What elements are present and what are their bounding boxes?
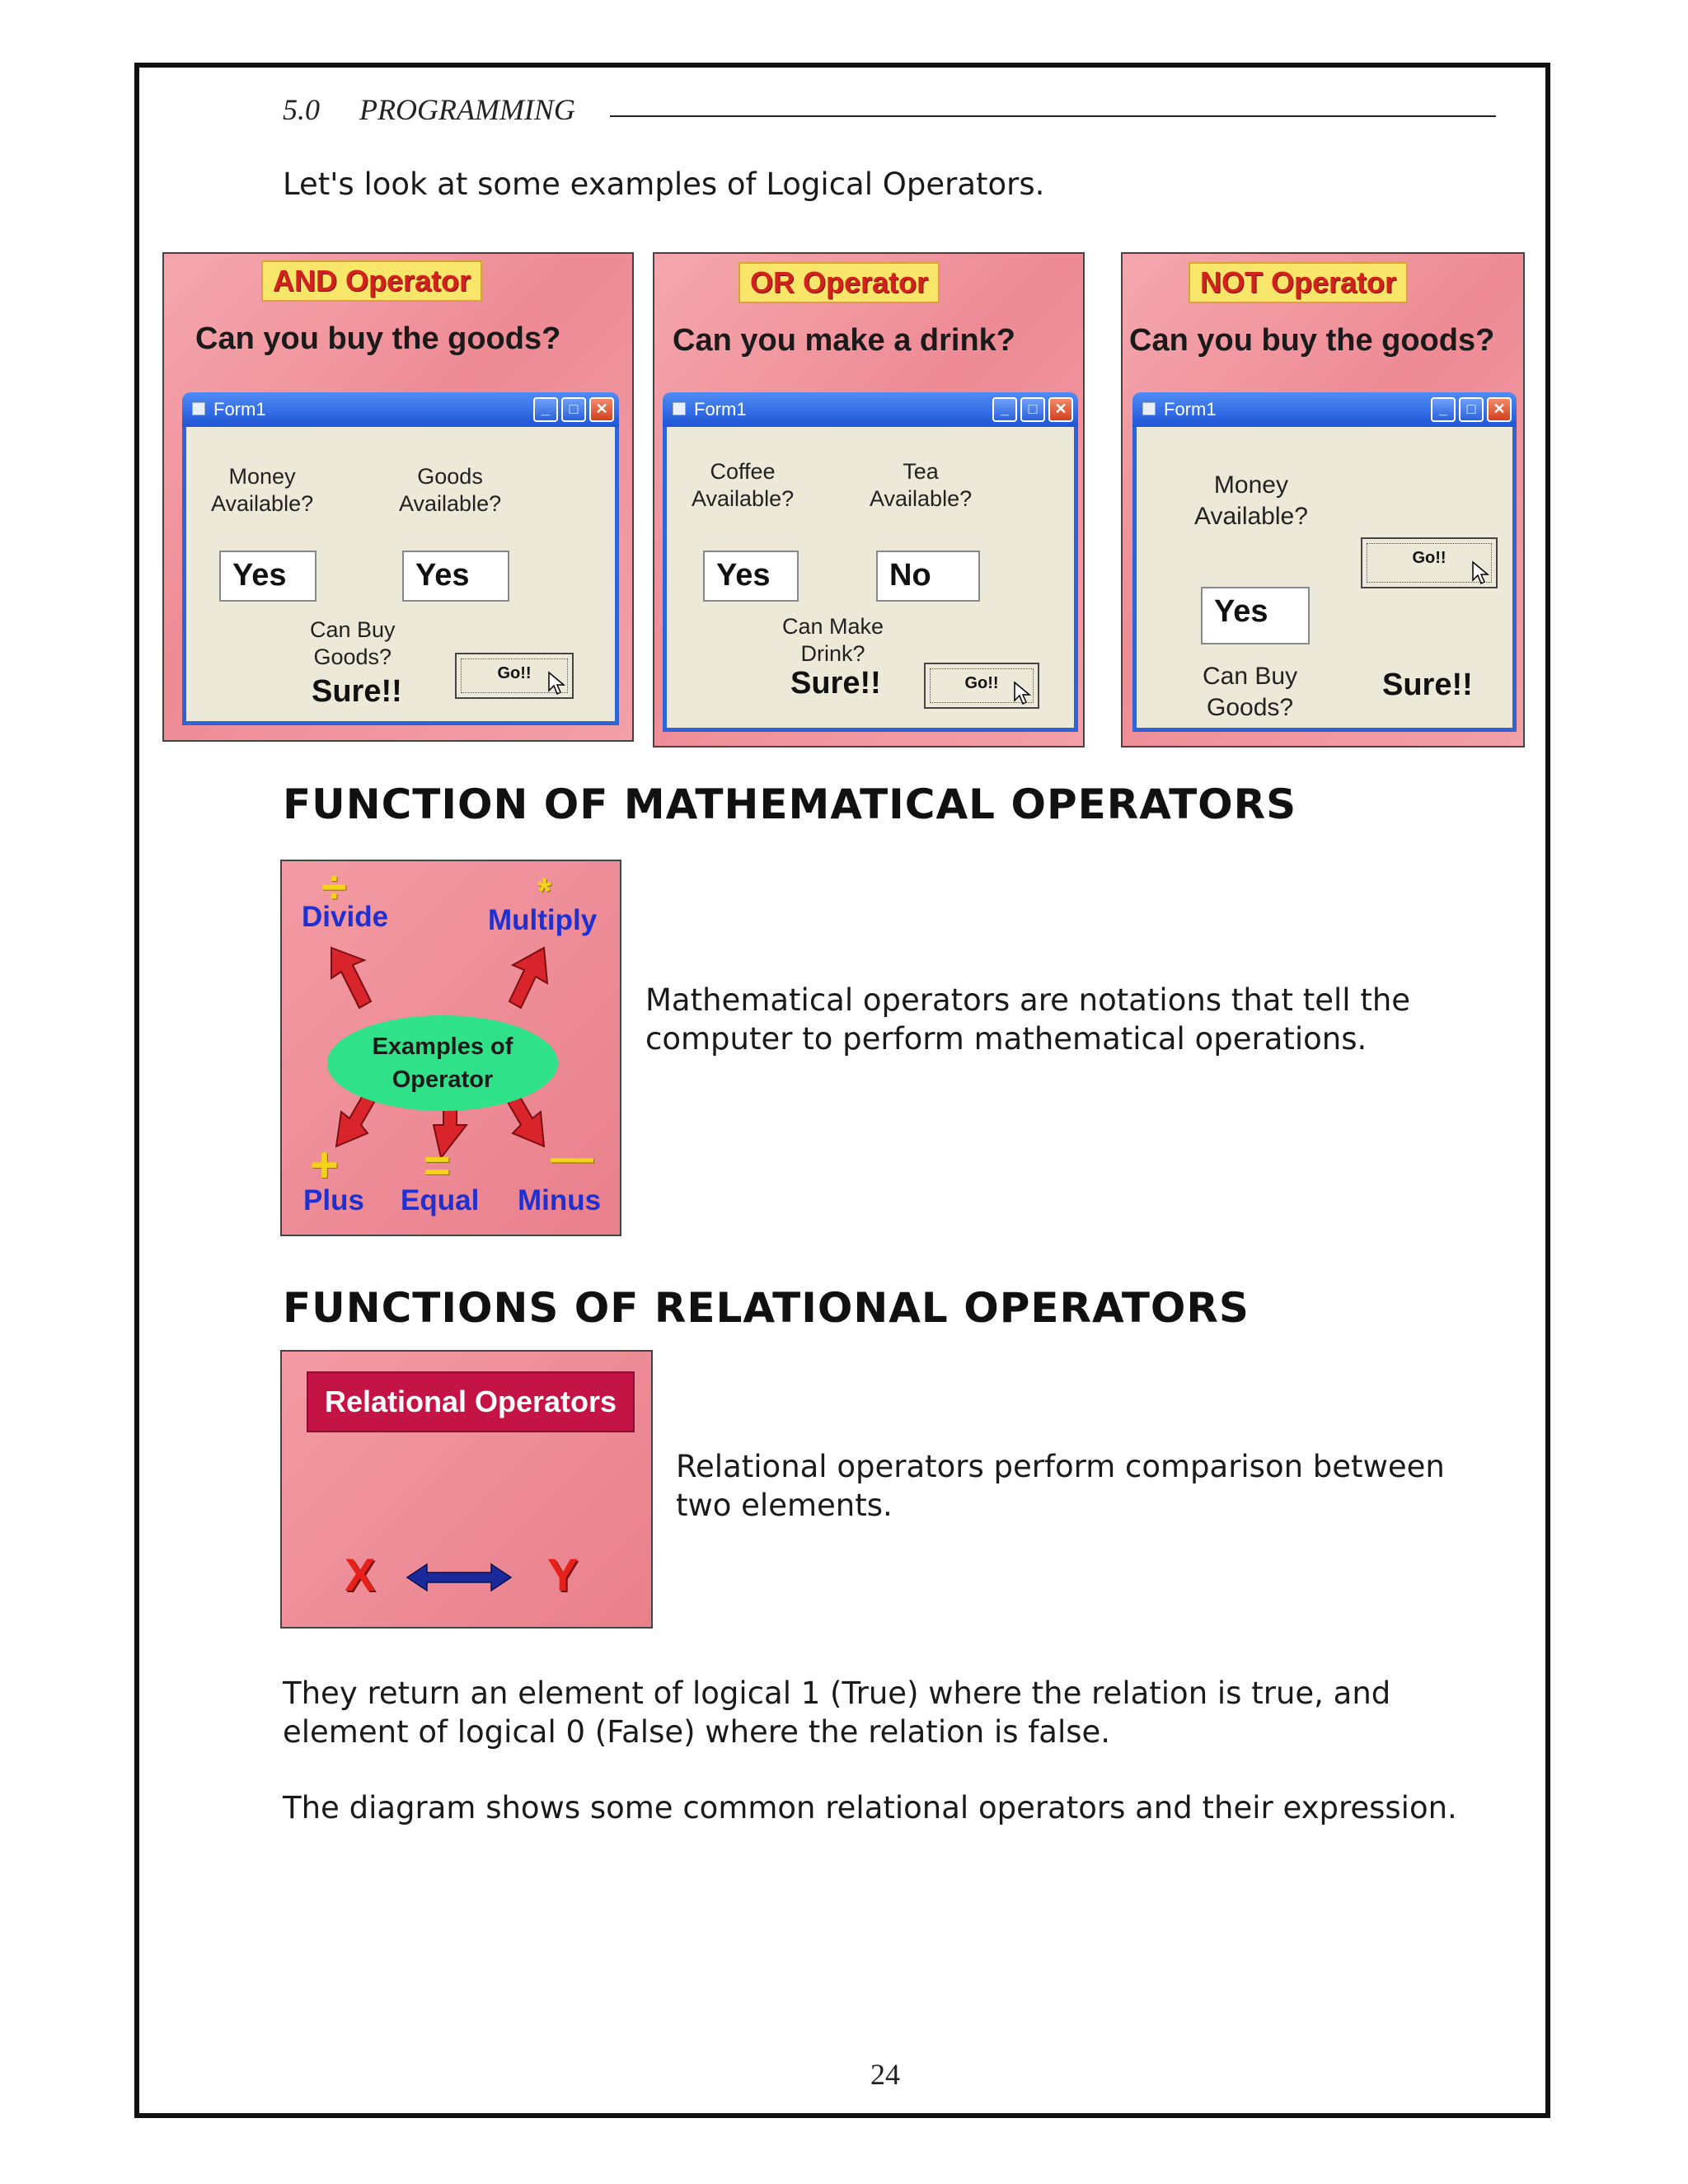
answer-field[interactable]: Yes	[219, 551, 316, 602]
window-titlebar	[1132, 392, 1517, 427]
plus-symbol: +	[310, 1137, 340, 1193]
field-label: Coffee Available?	[692, 459, 795, 511]
close-icon[interactable]: ✕	[589, 397, 614, 422]
answer-field[interactable]: Yes	[402, 551, 509, 602]
go-button[interactable]: Go!!	[455, 653, 574, 699]
window-title: Form1	[694, 399, 747, 419]
panel-question: Can you make a drink?	[673, 323, 1016, 358]
form-window	[663, 399, 1078, 732]
math-description: Mathematical operators are notations that tell the computer to perform mathematical operations.	[645, 982, 1411, 1057]
intro-text: Let's look at some examples of Logical Operators.	[283, 166, 1045, 202]
window-title: Form1	[1164, 399, 1217, 419]
maximize-icon[interactable]: □	[1020, 397, 1045, 422]
form-window	[182, 399, 619, 725]
header-rule	[610, 115, 1496, 117]
running-header	[283, 92, 1496, 132]
equal-label: Equal	[401, 1184, 480, 1216]
or-operator-screenshot	[653, 252, 1085, 748]
panel-question: Can you buy the goods?	[195, 321, 561, 356]
window-icon	[192, 402, 205, 415]
y-label: Y	[547, 1549, 579, 1601]
minimize-icon[interactable]: _	[1431, 397, 1456, 422]
math-heading: FUNCTION OF MATHEMATICAL OPERATORS	[283, 780, 1297, 828]
and-operator-screenshot	[162, 252, 634, 742]
maximize-icon[interactable]: □	[561, 397, 586, 422]
result-label: Can Buy Goods?	[310, 617, 396, 669]
go-button[interactable]: Go!!	[1361, 537, 1498, 588]
field-label: Goods Available?	[399, 464, 502, 516]
panel-title: OR Operator	[738, 262, 940, 303]
divide-symbol: ÷	[321, 860, 347, 912]
panel-question: Can you buy the goods?	[1129, 323, 1495, 358]
panel-title: NOT Operator	[1189, 262, 1408, 303]
window-icon	[1142, 402, 1156, 415]
relational-banner: Relational Operators	[307, 1371, 635, 1432]
result-label: Can Make Drink?	[782, 614, 884, 666]
cursor-icon	[1471, 560, 1493, 585]
minus-label: Minus	[518, 1184, 602, 1216]
divide-label: Divide	[302, 901, 389, 933]
x-label: X	[345, 1549, 376, 1601]
answer-field[interactable]: Yes	[703, 551, 799, 602]
maximize-icon[interactable]: □	[1459, 397, 1484, 422]
panel-title: AND Operator	[261, 260, 482, 302]
cursor-icon	[1013, 681, 1034, 705]
multiply-label: Multiply	[488, 904, 598, 936]
window-title: Form1	[213, 399, 266, 419]
field-label: Tea Available?	[870, 459, 973, 511]
close-icon[interactable]: ✕	[1487, 397, 1512, 422]
minimize-icon[interactable]: _	[992, 397, 1017, 422]
minus-symbol: —	[551, 1134, 593, 1182]
field-label: Money Available?	[211, 464, 314, 516]
arrow-up-right	[509, 948, 547, 1008]
page-number: 24	[870, 2058, 900, 2091]
section-title: PROGRAMMING	[359, 93, 575, 126]
result-text: Sure!!	[312, 674, 402, 709]
result-label: Can Buy Goods?	[1203, 663, 1298, 721]
examples-ellipse: Examples of Operator	[327, 1015, 558, 1111]
window-titlebar	[663, 392, 1078, 427]
arrow-up-left	[331, 948, 371, 1008]
relational-operators-diagram	[280, 1350, 653, 1629]
answer-field[interactable]: No	[876, 551, 980, 602]
section-number: 5.0	[283, 93, 320, 126]
equal-symbol: =	[424, 1139, 451, 1191]
form-window	[1132, 399, 1517, 732]
close-icon[interactable]: ✕	[1048, 397, 1073, 422]
relational-description: Relational operators perform comparison between two elements.	[676, 1449, 1445, 1523]
plus-label: Plus	[303, 1184, 364, 1216]
window-icon	[673, 402, 686, 415]
multiply-symbol: *	[537, 871, 552, 912]
relational-heading: FUNCTIONS OF RELATIONAL OPERATORS	[283, 1284, 1250, 1332]
window-titlebar	[182, 392, 619, 427]
field-label: Money Available?	[1194, 471, 1308, 530]
paragraph: The diagram shows some common relational operators and their expression.	[283, 1790, 1457, 1825]
not-operator-screenshot	[1121, 252, 1525, 748]
go-button[interactable]: Go!!	[924, 663, 1039, 709]
double-arrow-icon	[406, 1561, 513, 1594]
minimize-icon[interactable]: _	[533, 397, 558, 422]
answer-field[interactable]: Yes	[1201, 587, 1310, 644]
paragraph: They return an element of logical 1 (True) where the relation is true, and element of logical 0 (False) where the relation is false.	[283, 1675, 1391, 1750]
cursor-icon	[547, 671, 569, 696]
result-text: Sure!!	[790, 666, 881, 701]
math-operators-diagram	[280, 860, 621, 1236]
result-text: Sure!!	[1382, 668, 1473, 702]
